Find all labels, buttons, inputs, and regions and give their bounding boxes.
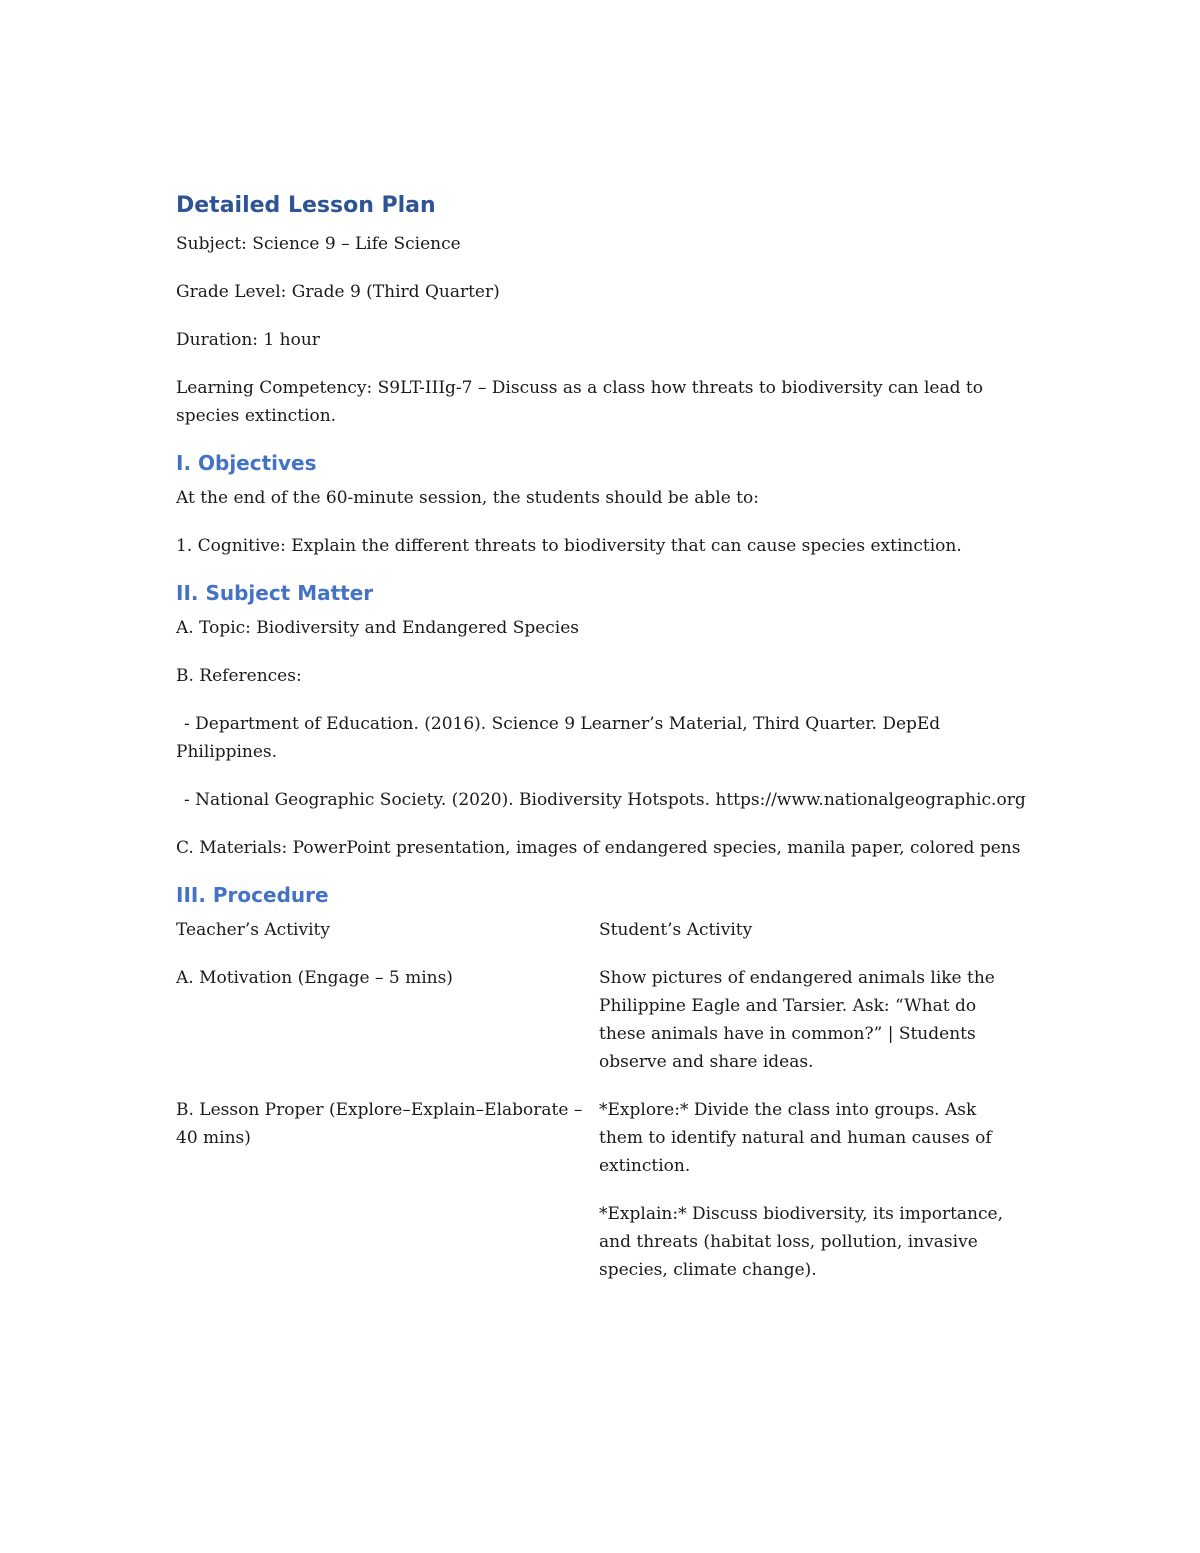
document-title: Detailed Lesson Plan: [176, 193, 436, 218]
objectives-intro: At the end of the 60-minute session, the students should be able to:: [176, 488, 759, 508]
document-page: [176, 192, 1026, 1284]
reference-item: - Department of Education. (2016). Science 9 Learner’s Material, Third Quarter. DepEd Philippines.: [176, 714, 941, 762]
reference-item: - National Geographic Society. (2020). Biodiversity Hotspots. https://www.nationalgeographic.org: [184, 790, 1026, 810]
row-spacer: [599, 1076, 1009, 1096]
competency-line: Learning Competency: S9LT-IIIg-7 – Discuss as a class how threats to biodiversity can lead to species extinction.: [176, 378, 983, 426]
grade-level-line: Grade Level: Grade 9 (Third Quarter): [176, 282, 500, 302]
student-activity-text: *Explore:* Divide the class into groups. Ask them to identify natural and human causes of extinction.: [599, 1100, 992, 1176]
teacher-column-header: Teacher’s Activity: [176, 920, 330, 940]
subject-line: Subject: Science 9 – Life Science: [176, 234, 461, 254]
teacher-activity-cell: B. Lesson Proper (Explore–Explain–Elaborate – 40 mins): [176, 1100, 583, 1148]
objectives-heading: I. Objectives: [176, 451, 317, 475]
subject-matter-heading: II. Subject Matter: [176, 581, 374, 605]
references-label: B. References:: [176, 666, 302, 686]
procedure-table: [176, 916, 1026, 1284]
objective-item: 1. Cognitive: Explain the different threats to biodiversity that can cause species extinction.: [176, 536, 962, 556]
teacher-activity-cell: A. Motivation (Engage – 5 mins): [176, 968, 453, 988]
topic-line: A. Topic: Biodiversity and Endangered Species: [176, 618, 580, 638]
procedure-heading: III. Procedure: [176, 883, 329, 907]
materials-line: C. Materials: PowerPoint presentation, images of endangered species, manila paper, colored pens: [176, 838, 1021, 858]
row-spacer: [176, 1076, 599, 1096]
student-activity-text: Show pictures of endangered animals like the Philippine Eagle and Tarsier. Ask: “What do these animals have in common?” | Students observe and share ideas.: [599, 968, 995, 1072]
student-column-header: Student’s Activity: [599, 920, 753, 940]
student-activity-cell: [599, 1096, 1009, 1284]
duration-line: Duration: 1 hour: [176, 330, 320, 350]
student-activity-text: *Explain:* Discuss biodiversity, its importance, and threats (habitat loss, pollution, invasive species, climate change).: [599, 1204, 1003, 1280]
student-activity-cell: [599, 964, 1009, 1076]
